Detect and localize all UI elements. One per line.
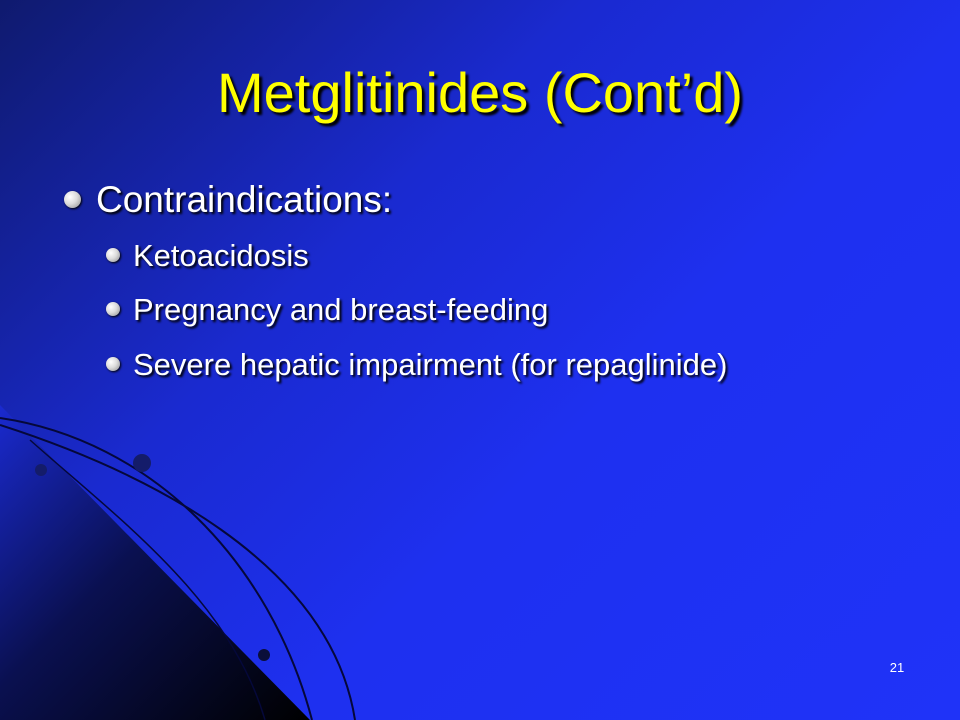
bullet-text: Pregnancy and breast-feeding — [133, 292, 549, 327]
bullet-dot-icon — [106, 248, 120, 262]
decor-dot-bottom — [258, 649, 270, 661]
sub-bullet-item-ketoacidosis — [106, 236, 309, 276]
bullet-dot-icon — [64, 191, 81, 208]
decor-dot-large — [133, 454, 151, 472]
bullet-text: Ketoacidosis — [133, 238, 309, 273]
sub-bullet-item-hepatic — [106, 345, 727, 385]
slide-number: 21 — [889, 660, 905, 675]
bullet-dot-icon — [106, 302, 120, 316]
bullet-text: Contraindications: — [96, 179, 393, 220]
bullet-item-contraindications — [64, 177, 392, 223]
bullet-text: Severe hepatic impairment (for repaglinide) — [133, 347, 728, 382]
sub-bullet-item-pregnancy — [106, 290, 548, 330]
bullet-dot-icon — [106, 357, 120, 371]
slide-title: Metglitinides (Cont’d) — [217, 61, 743, 124]
decor-dot-small — [35, 464, 47, 476]
